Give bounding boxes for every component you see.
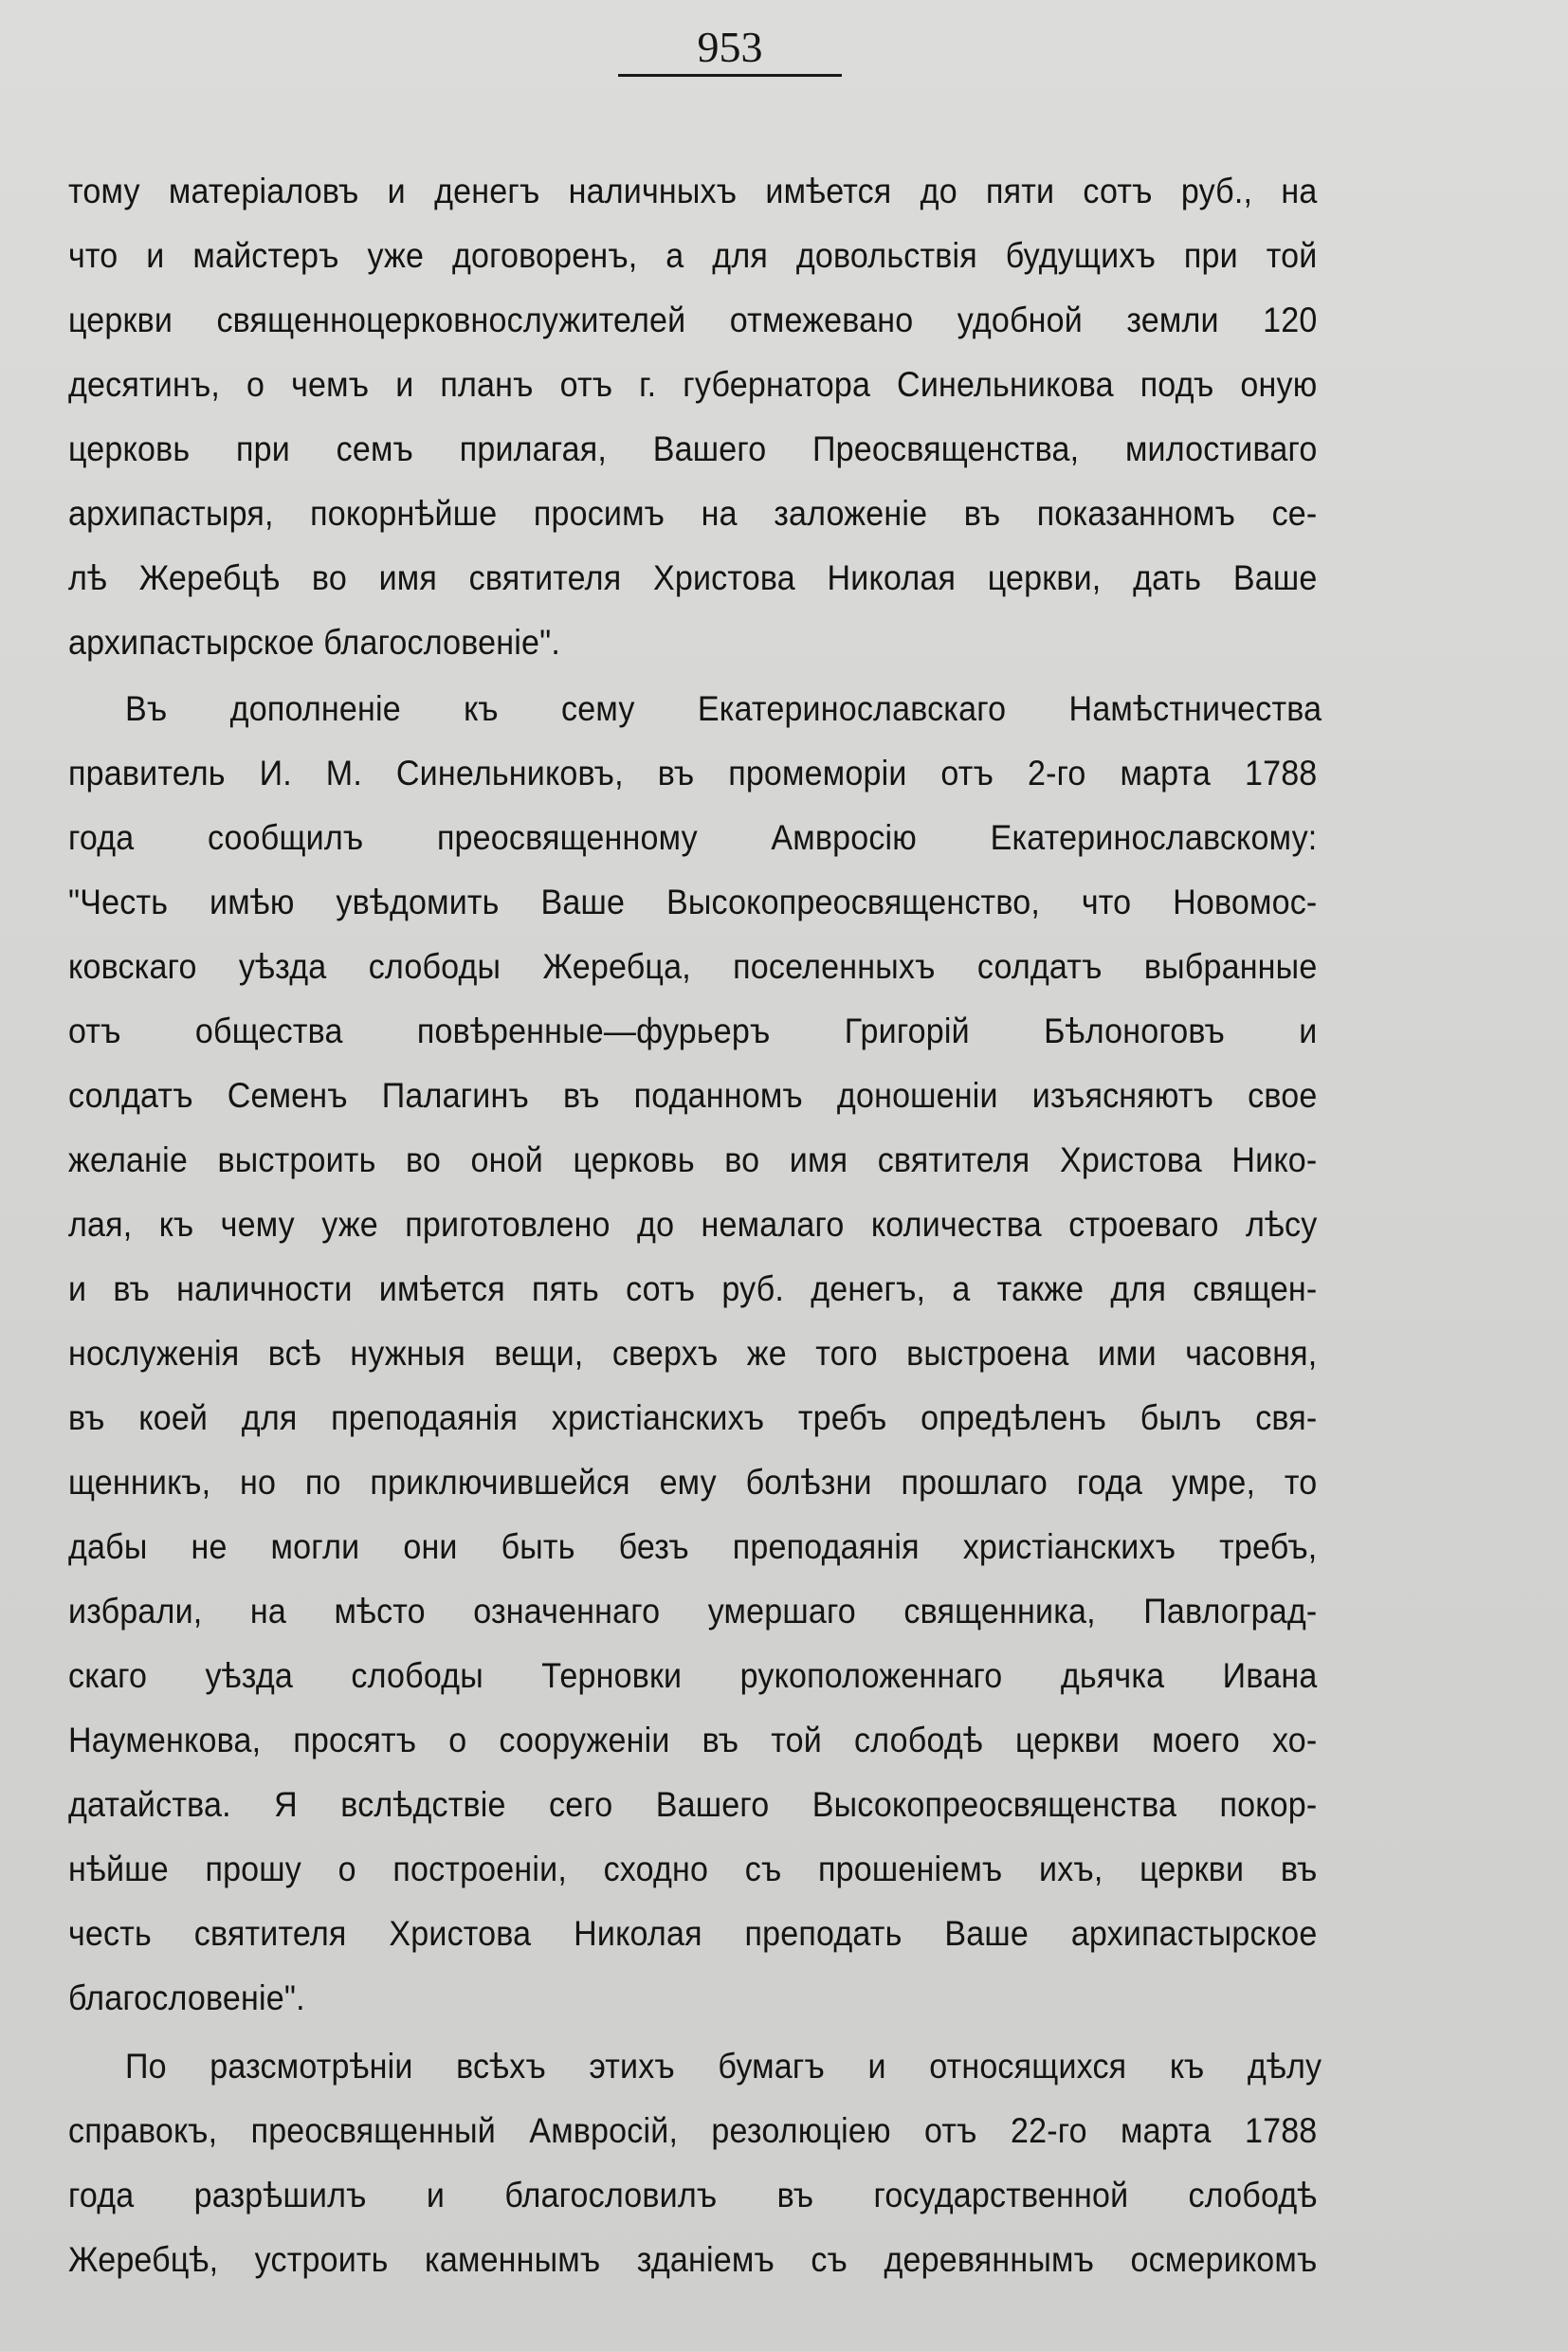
text-line-25: Науменкова, просятъ о сооруженіи въ той слободѣ церкви моего хо- xyxy=(68,1721,1318,1759)
text-line-5: церковь при семъ прилагая, Вашего Преосвященства, милостиваго xyxy=(68,429,1318,468)
page-number-rule xyxy=(618,74,842,77)
text-line-12: "Честь имѣю увѣдомить Ваше Высокопреосвященство, что Новомос- xyxy=(68,883,1318,921)
text-line-26: датайства. Я вслѣдствіе сего Вашего Высокопреосвященства покор- xyxy=(68,1785,1318,1824)
text-line-15: солдатъ Семенъ Палагинъ въ поданномъ доношеніи изъясняютъ свое xyxy=(68,1076,1318,1115)
text-line-19: нослуженія всѣ нужныя вещи, сверхъ же того выстроена ими часовня, xyxy=(68,1334,1318,1373)
text-line-2: что и майстеръ уже договоренъ, а для довольствія будущихъ при той xyxy=(68,236,1318,275)
text-line-8: архипастырское благословеніе". xyxy=(68,623,561,662)
text-line-27: нѣйше прошу о построеніи, сходно съ прошеніемъ ихъ, церкви въ xyxy=(68,1850,1318,1888)
text-line-24: скаго уѣзда слободы Терновки рукоположеннаго дьячка Ивана xyxy=(68,1656,1318,1695)
text-line-31: справокъ, преосвященный Амвросій, резолюціею отъ 22-го марта 1788 xyxy=(68,2111,1318,2150)
text-line-3: церкви священноцерковнослужителей отмежевано удобной земли 120 xyxy=(68,301,1318,339)
text-line-33: Жеребцѣ, устроить каменнымъ зданіемъ съ деревяннымъ осмерикомъ xyxy=(68,2240,1318,2279)
text-line-30: По разсмотрѣніи всѣхъ этихъ бумагъ и относящихся къ дѣлу xyxy=(125,2047,1322,2086)
text-line-18: и въ наличности имѣется пять сотъ руб. денегъ, а также для священ- xyxy=(68,1269,1318,1308)
text-line-32: года разрѣшилъ и благословилъ въ государственной слободѣ xyxy=(68,2176,1318,2214)
text-line-13: ковскаго уѣзда слободы Жеребца, поселенныхъ солдатъ выбранные xyxy=(68,947,1318,986)
text-line-11: года сообщилъ преосвященному Амвросію Екатеринославскому: xyxy=(68,818,1318,857)
text-line-21: щенникъ, но по приключившейся ему болѣзни прошлаго года умре, то xyxy=(68,1463,1318,1502)
text-line-6: архипастыря, покорнѣйше просимъ на заложеніе въ показанномъ се- xyxy=(68,494,1318,533)
text-line-7: лѣ Жеребцѣ во имя святителя Христова Николая церкви, дать Ваше xyxy=(68,558,1318,597)
text-line-29: благословеніе". xyxy=(68,1978,305,2017)
text-line-14: отъ общества повѣренные—фурьеръ Григорій Бѣлоноговъ и xyxy=(68,1011,1318,1050)
text-line-22: дабы не могли они быть безъ преподаянія христіанскихъ требъ, xyxy=(68,1527,1318,1566)
text-line-4: десятинъ, о чемъ и планъ отъ г. губернатора Синельникова подъ оную xyxy=(68,365,1318,404)
text-line-1: тому матеріаловъ и денегъ наличныхъ имѣется до пяти сотъ руб., на xyxy=(68,172,1318,210)
text-line-16: желаніе выстроить во оной церковь во имя святителя Христова Нико- xyxy=(68,1140,1318,1179)
text-line-10: правитель И. М. Синельниковъ, въ промеморіи отъ 2-го марта 1788 xyxy=(68,754,1318,793)
text-line-28: честь святителя Христова Николая преподать Ваше архипастырское xyxy=(68,1914,1318,1953)
text-line-9: Въ дополненіе къ сему Екатеринославскаго Намѣстничества xyxy=(125,689,1322,728)
text-line-23: избрали, на мѣсто означеннаго умершаго священника, Павлоград- xyxy=(68,1592,1318,1631)
text-line-20: въ коей для преподаянія христіанскихъ требъ опредѣленъ былъ свя- xyxy=(68,1398,1318,1437)
text-line-17: лая, къ чему уже приготовлено до немалаго количества строеваго лѣсу xyxy=(68,1205,1318,1244)
page-number: 953 xyxy=(697,23,763,71)
